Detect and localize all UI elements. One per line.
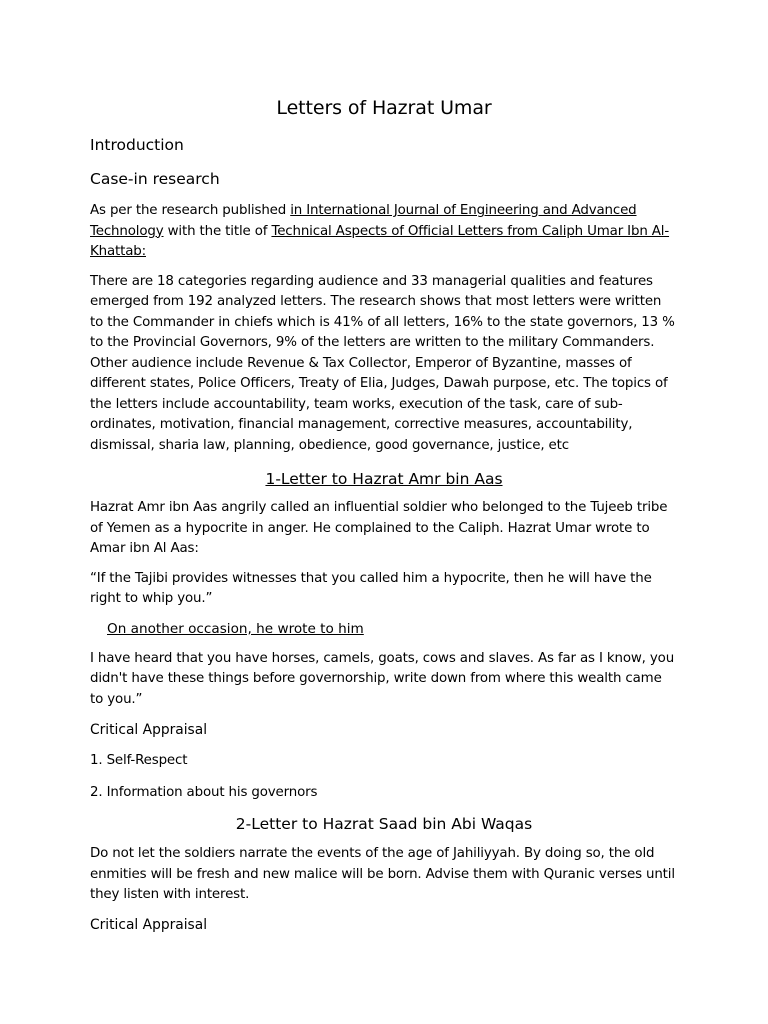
letter2-paragraph: Do not let the soldiers narrate the events of the age of Jahiliyyah. By doing so, the old enmities will be fresh and new malice will be born. Advise them with Quranic verses until they listen with interest. <box>90 846 675 902</box>
letter1-heading: 1-Letter to Hazrat Amr bin Aas <box>265 470 503 488</box>
occasion-heading <box>90 619 678 639</box>
case-research-heading: Case-in research <box>90 170 220 188</box>
letter2-heading: 2-Letter to Hazrat Saad bin Abi Waqas <box>235 815 533 833</box>
categories-paragraph: There are 18 categories regarding audience and 33 managerial qualities and features emerged from 192 analyzed letters. The research shows that most letters were written to the Commander in chiefs which is 41% of all letters, 16% to the state governors, 13 % to the Provincial Governors, 9% of the letters are written to the military Commanders. Other audience include Revenue & Tax Collector, Emperor of Byzantine, masses of different states, Police Officers, Treaty of Elia, Judges, Dawah purpose, etc. The topics of the letters include accountability, team works, execution of the task, care of sub-ordinates, motivation, financial management, corrective measures, accountability, dismissal, sharia law, planning, obedience, good governance, justice, etc <box>90 273 675 453</box>
research-paragraph <box>90 201 678 263</box>
letter1-paragraph: Hazrat Amr ibn Aas angrily called an influential soldier who belonged to the Tujeeb tribe of Yemen as a hypocrite in anger. He complained to the Caliph. Hazrat Umar wrote to Amar ibn Al Aas: <box>90 500 668 556</box>
occasion-heading-text: On another occasion, he wrote to him <box>107 620 364 637</box>
letter2-appraisal-heading: Critical Appraisal <box>90 916 208 933</box>
appraisal-item-self-respect: 1. Self-Respect <box>90 753 188 768</box>
occasion-paragraph: I have heard that you have horses, camels, goats, cows and slaves. As far as I know, you didn't have these things before governorship, write down from where this wealth came to you.” <box>90 650 675 707</box>
letter1-appraisal-heading: Critical Appraisal <box>90 722 208 738</box>
appraisal-item-information: 2. Information about his governors <box>90 784 318 800</box>
research-prefix: As per the research published <box>90 203 291 218</box>
letter1-quote: “If the Tajibi provides witnesses that you called him a hypocrite, then he will have the right to whip you.” <box>90 570 652 606</box>
article-title-link[interactable]: Technical Aspects of Official Letters from Caliph Umar Ibn Al-Khattab: <box>90 223 670 259</box>
research-middle: with the title of <box>167 223 272 239</box>
document-title: Letters of Hazrat Umar <box>276 97 492 119</box>
introduction-heading: Introduction <box>90 136 184 154</box>
journal-link[interactable]: in International Journal of Engineering and Advanced Technology <box>90 203 637 239</box>
